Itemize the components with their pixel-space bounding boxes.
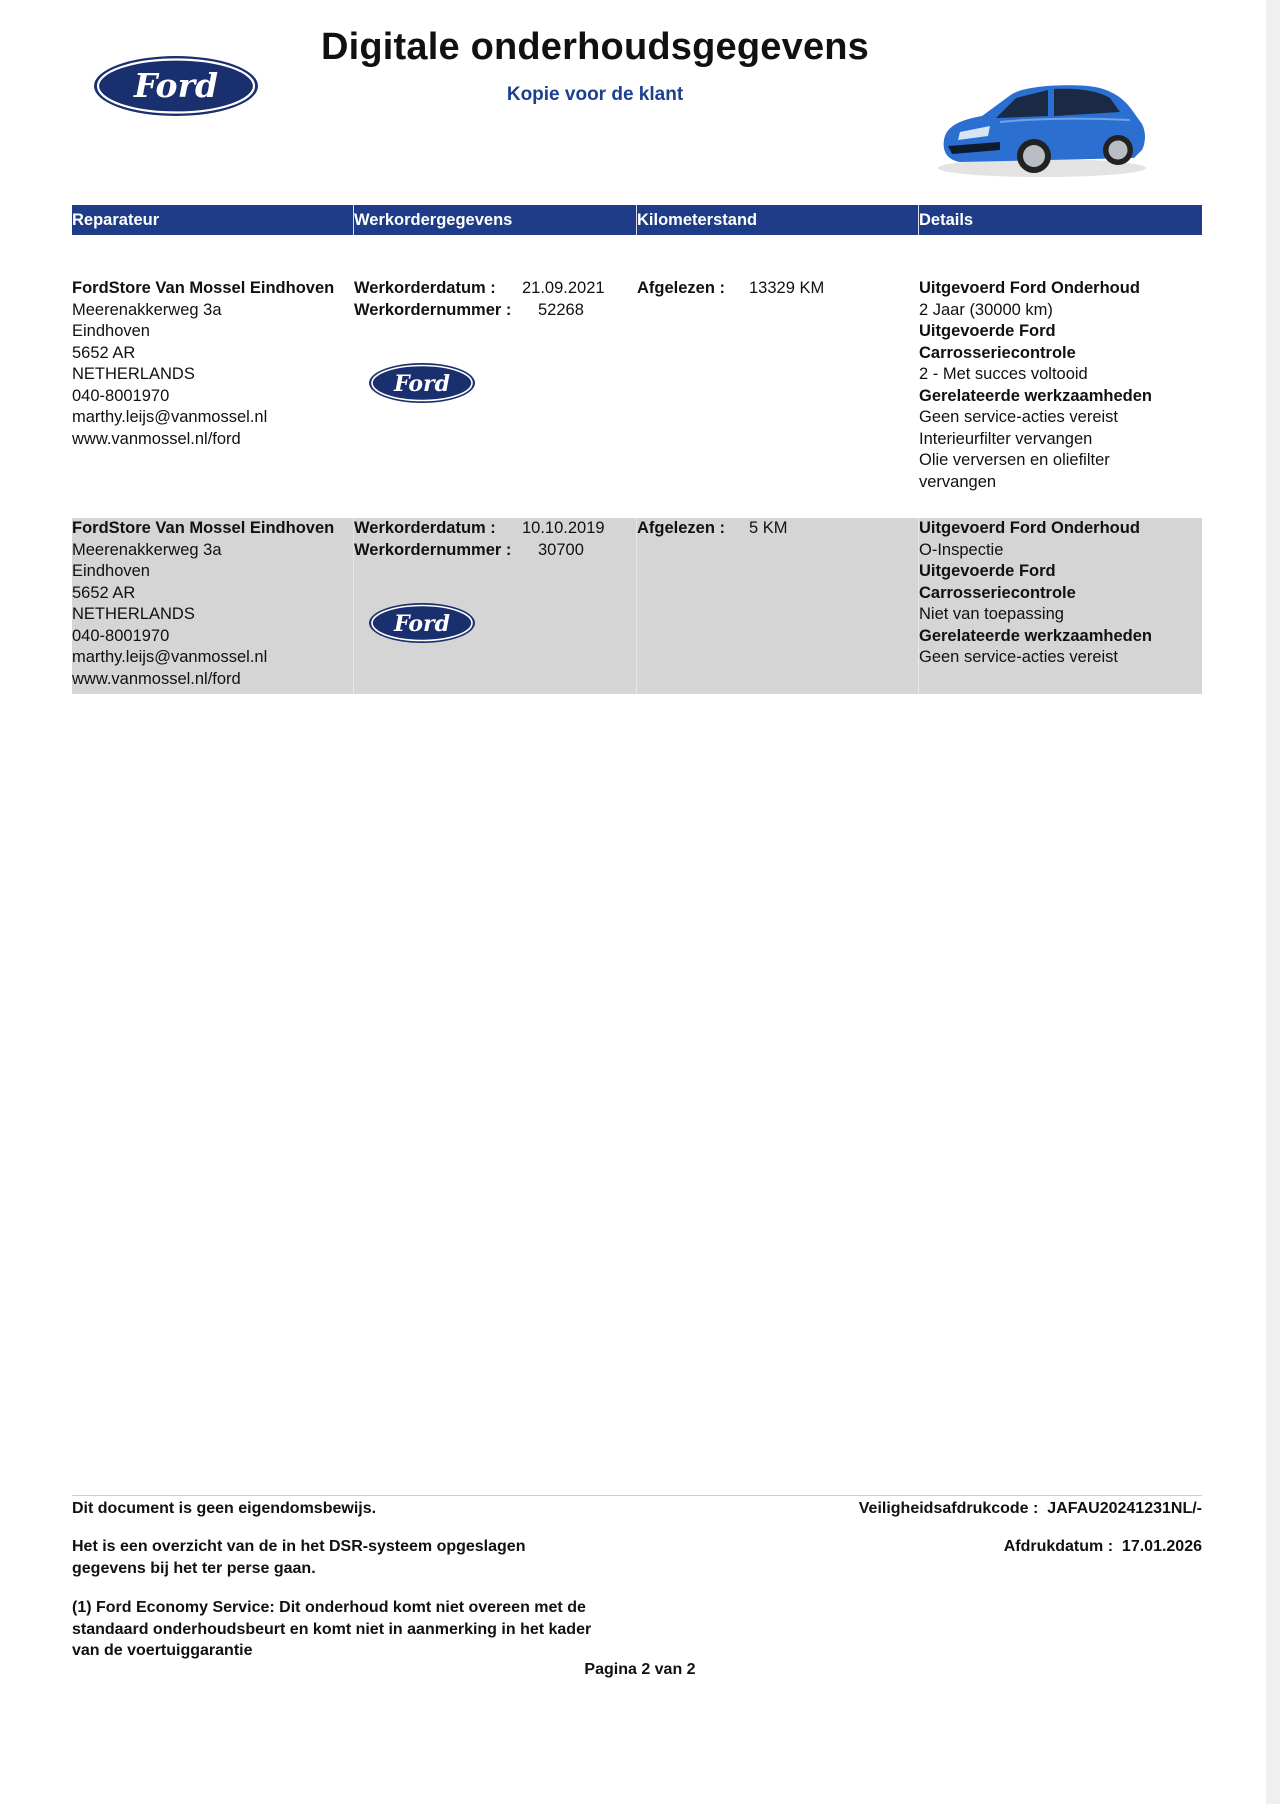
workorder-cell [354,278,634,397]
footer-divider [72,1495,1202,1496]
security-code-label: Veiligheidsafdrukcode : [858,1500,1039,1517]
dealer-phone: 040-8001970 [72,386,170,405]
details-cell [919,518,1199,669]
workorder-date-label: Werkorderdatum : [354,519,496,537]
logo-text: Ford [133,66,219,105]
mileage-value: 5 KM [749,519,788,537]
dealer-city: Eindhoven [72,322,150,340]
details-line: Gerelateerde werkzaamheden [919,386,1152,405]
dealer-street: Meerenakkerweg 3a [72,540,222,559]
workorder-number-label: Werkordernummer : [354,300,512,319]
dealer-cell [72,518,352,690]
workorder-number-value: 52268 [538,300,584,319]
details-line: Uitgevoerd Ford Onderhoud [919,279,1140,297]
details-cell [919,278,1199,493]
dealer-website: www.vanmossel.nl/ford [72,429,241,448]
dealer-name: FordStore Van Mossel Eindhoven [72,519,335,537]
table-row [72,278,1202,500]
details-line: Geen service-acties vereist [919,408,1118,426]
dealer-country: NETHERLANDS [72,365,195,383]
workorder-number-label: Werkordernummer : [354,540,512,559]
page-edge [1266,0,1280,1804]
economy-note-line: van de voertuiggarantie [72,1642,253,1659]
print-date [1004,1536,1202,1558]
details-line: Olie verversen en oliefilter [919,451,1110,469]
overview-note-line: gegevens bij het ter perse gaan. [72,1559,316,1577]
print-date-value: 17.01.2026 [1121,1538,1202,1555]
dealer-postcode: 5652 AR [72,343,136,362]
dealer-name: FordStore Van Mossel Eindhoven [72,279,335,297]
print-date-label: Afdrukdatum : [1003,1538,1114,1555]
mileage-label: Afgelezen : [637,519,726,537]
page-title: Digitale onderhoudsgegevens [320,26,870,68]
column-header-details: Details [919,211,974,229]
car-image [930,76,1154,180]
details-line: Carrosseriecontrole [919,343,1076,362]
overview-note [72,1536,632,1579]
details-line: Carrosseriecontrole [919,583,1076,602]
column-header-kilometerstand: Kilometerstand [637,211,758,229]
table-header [72,205,1202,235]
overview-note-line: Het is een overzicht van de in het DSR-systeem opgeslagen [72,1538,526,1555]
details-line: O-Inspectie [919,540,1004,559]
column-header-werkordergegevens: Werkordergegevens [354,211,513,229]
logo-text: Ford [393,611,451,637]
dealer-city: Eindhoven [72,562,150,580]
dealer-cell [72,278,352,450]
workorder-date-value: 10.10.2019 [522,519,605,537]
mileage-value: 13329 KM [749,279,825,297]
security-code-value: JAFAU20241231NL/- [1047,1500,1202,1517]
details-line: vervangen [919,472,997,491]
details-line: Geen service-acties vereist [919,648,1118,666]
details-line: 2 - Met succes voltooid [919,365,1088,383]
table-row [72,518,1202,694]
dealer-country: NETHERLANDS [72,605,195,623]
dealer-email: marthy.leijs@vanmossel.nl [72,408,268,426]
mileage-cell [637,278,917,300]
security-code [859,1498,1202,1520]
details-line: Gerelateerde werkzaamheden [919,626,1152,645]
dealer-street: Meerenakkerweg 3a [72,300,222,319]
ford-logo [368,362,476,404]
column-header-reparateur: Reparateur [72,211,160,229]
dealer-website: www.vanmossel.nl/ford [72,669,241,688]
details-line: Uitgevoerde Ford [919,562,1056,580]
details-line: 2 Jaar (30000 km) [919,300,1053,319]
details-line: Niet van toepassing [919,605,1064,623]
details-line: Uitgevoerde Ford [919,322,1056,340]
workorder-number-value: 30700 [538,540,584,559]
workorder-date-value: 21.09.2021 [522,279,605,297]
economy-note-line: (1) Ford Economy Service: Dit onderhoud komt niet overeen met de [72,1599,586,1616]
dealer-email: marthy.leijs@vanmossel.nl [72,648,268,666]
ownership-disclaimer: Dit document is geen eigendomsbewijs. [72,1500,377,1517]
page-number: Pagina 2 van 2 [584,1661,696,1678]
dealer-phone: 040-8001970 [72,626,170,645]
page-subtitle: Kopie voor de klant [506,84,684,105]
workorder-date-label: Werkorderdatum : [354,279,496,297]
economy-service-note [72,1597,672,1662]
details-line: Interieurfilter vervangen [919,429,1093,448]
logo-text: Ford [393,371,451,397]
ford-logo [92,54,260,118]
economy-note-line: standaard onderhoudsbeurt en komt niet in aanmerking in het kader [72,1620,592,1638]
details-line: Uitgevoerd Ford Onderhoud [919,519,1140,537]
ford-logo [368,602,476,644]
column-divider [636,518,637,694]
dealer-postcode: 5652 AR [72,583,136,602]
workorder-cell [354,518,634,637]
mileage-cell [637,518,917,540]
mileage-label: Afgelezen : [637,279,726,297]
